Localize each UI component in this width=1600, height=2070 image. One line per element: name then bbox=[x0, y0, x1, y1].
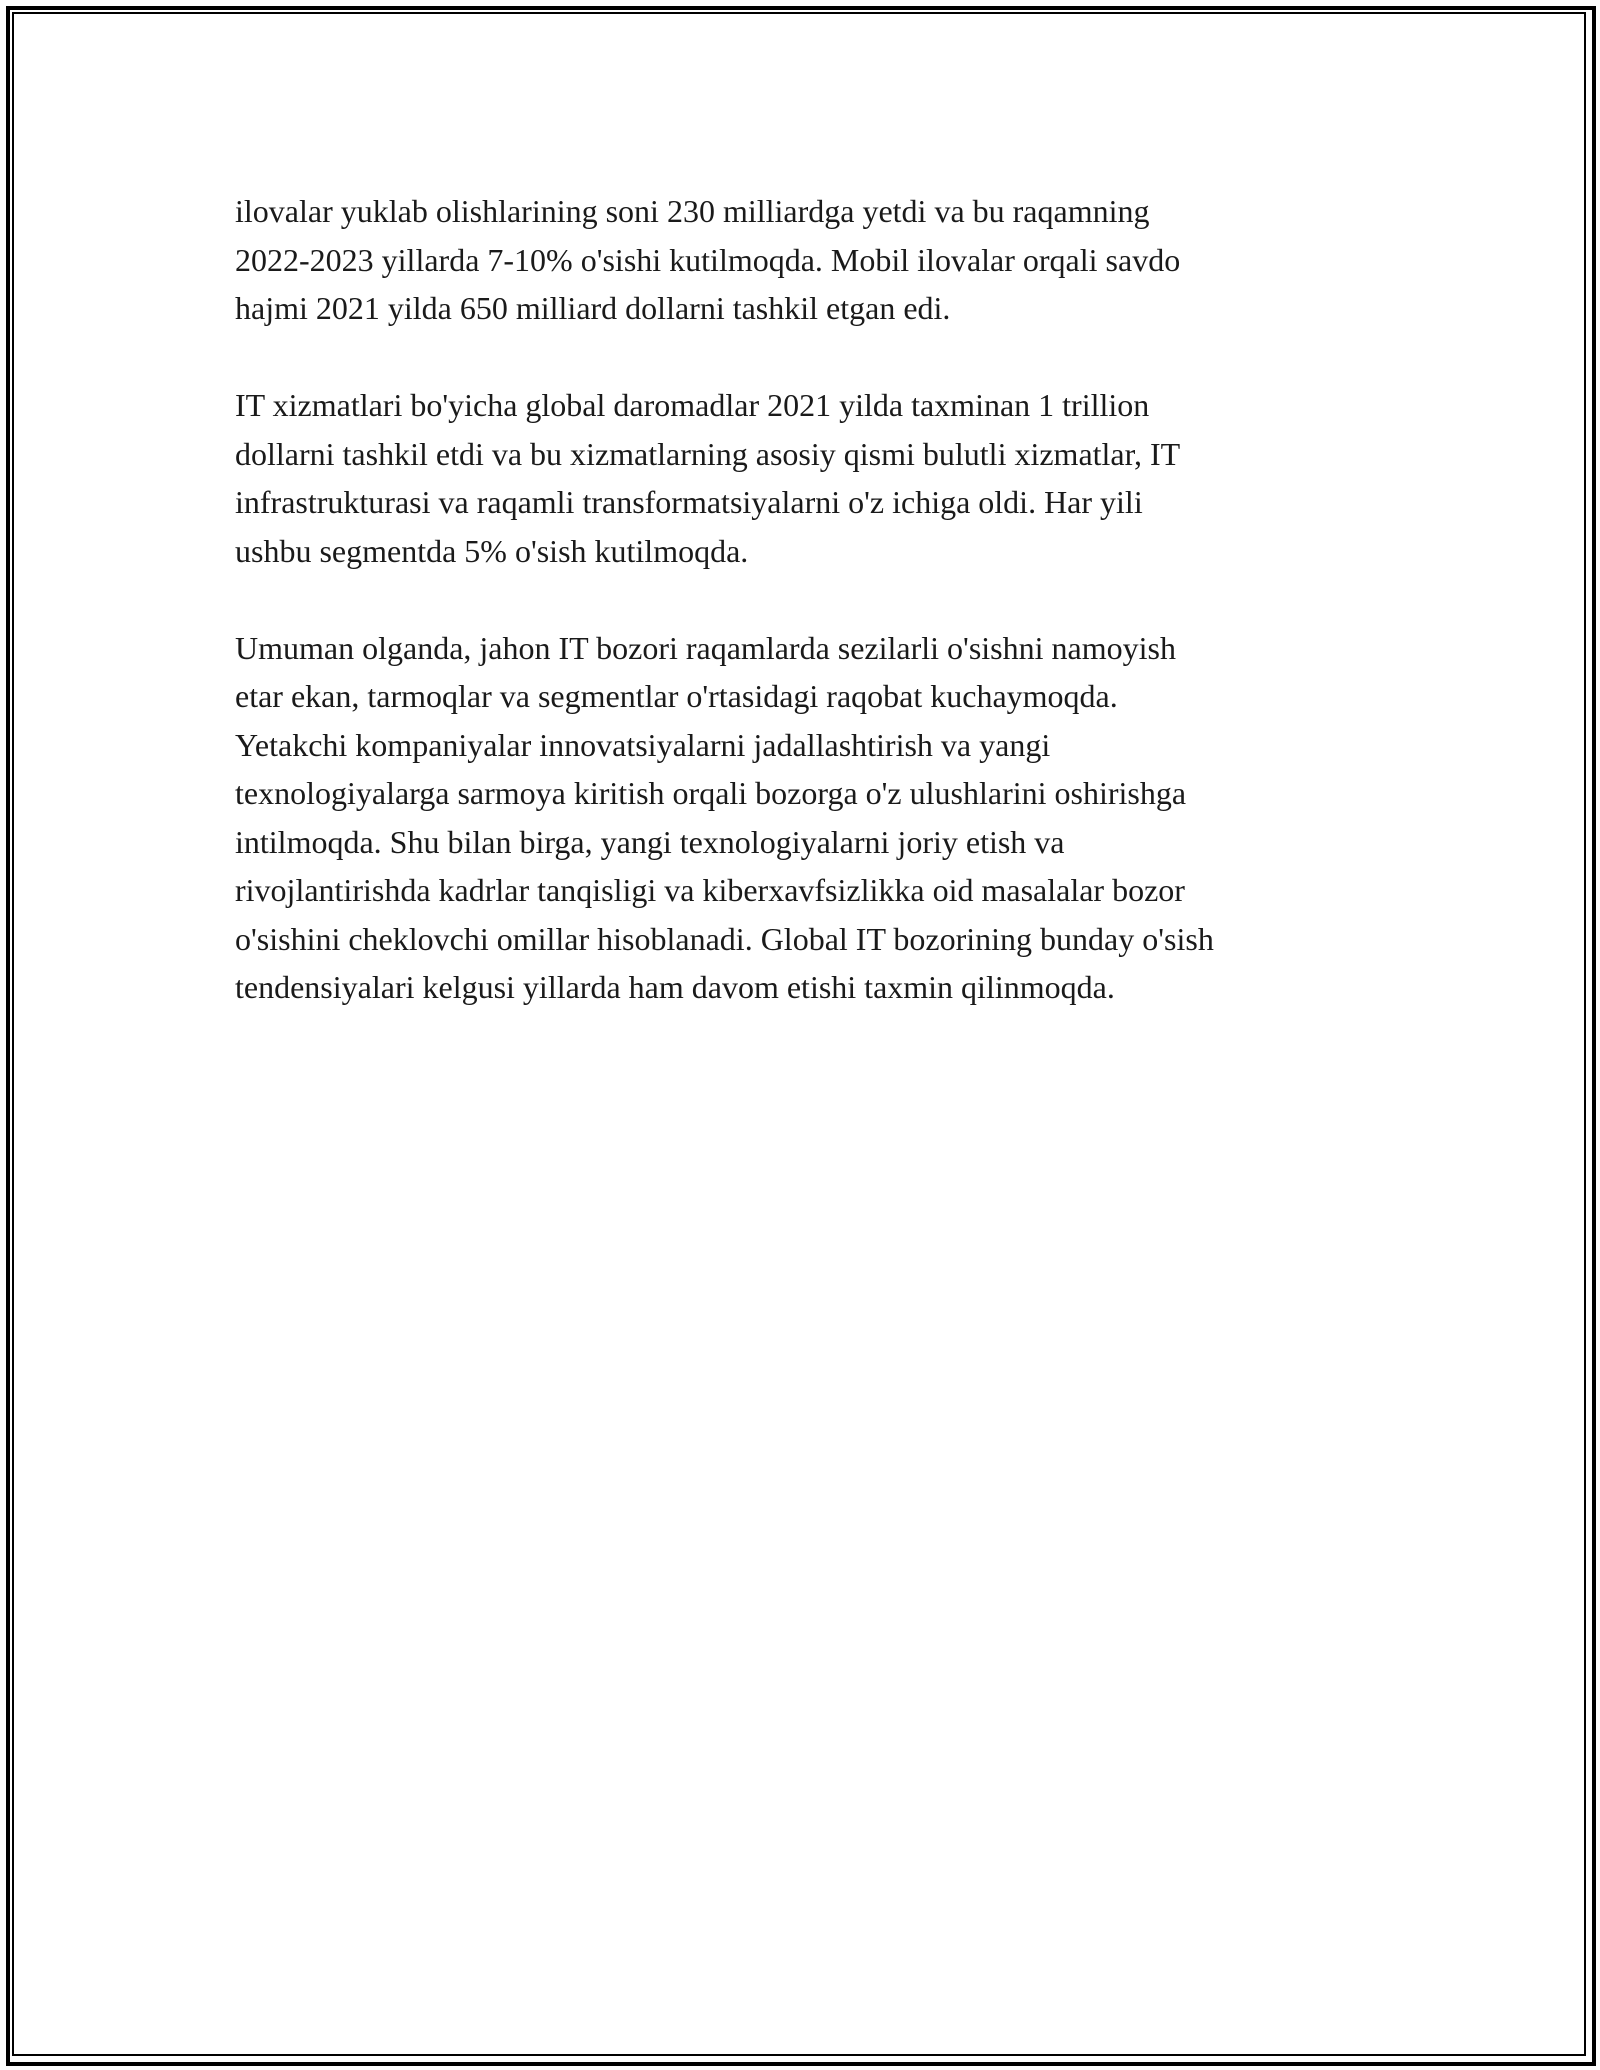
text-line: etar ekan, tarmoqlar va segmentlar o'rtasidagi raqobat kuchaymoqda. bbox=[235, 678, 1118, 714]
text-line: rivojlantirishda kadrlar tanqisligi va kiberxavfsizlikka oid masalalar bozor bbox=[235, 872, 1185, 908]
text-line: Yetakchi kompaniyalar innovatsiyalarni jadallashtirish va yangi bbox=[235, 726, 1051, 763]
text-line: hajmi 2021 yilda 650 milliard dollarni tashkil etgan edi. bbox=[235, 290, 951, 326]
document-body bbox=[235, 187, 1365, 1060]
text-line: 2022-2023 yillarda 7-10% o'sishi kutilmoqda. Mobil ilovalar orqali savdo bbox=[235, 241, 1181, 278]
text-line: tendensiyalari kelgusi yillarda ham davom etishi taxmin qilinmoqda. bbox=[235, 969, 1115, 1005]
text-line: texnologiyalarga sarmoya kiritish orqali bozorga o'z ulushlarini oshirishga bbox=[235, 775, 1187, 811]
text-line: o'sishini cheklovchi omillar hisoblanadi. Global IT bozorining bunday o'sish bbox=[235, 920, 1214, 957]
text-line: ushbu segmentda 5% o'sish kutilmoqda. bbox=[235, 532, 749, 569]
paragraph-conclusion bbox=[235, 624, 1365, 1012]
paragraph-mobile-apps bbox=[235, 187, 1365, 333]
text-line: infrastrukturasi va raqamli transformatsiyalarni o'z ichiga oldi. Har yili bbox=[235, 484, 1143, 520]
text-line: dollarni tashkil etdi va bu xizmatlarning asosiy qismi bulutli xizmatlar, IT bbox=[235, 435, 1181, 472]
paragraph-it-services bbox=[235, 381, 1365, 575]
text-line: intilmoqda. Shu bilan birga, yangi texnologiyalarni joriy etish va bbox=[235, 823, 1065, 860]
text-line: Umuman olganda, jahon IT bozori raqamlarda sezilarli o'sishni namoyish bbox=[235, 629, 1176, 666]
text-line: ilovalar yuklab olishlarining soni 230 milliardga yetdi va bu raqamning bbox=[235, 193, 1150, 229]
text-line: IT xizmatlari bo'yicha global daromadlar 2021 yilda taxminan 1 trillion bbox=[235, 387, 1150, 423]
